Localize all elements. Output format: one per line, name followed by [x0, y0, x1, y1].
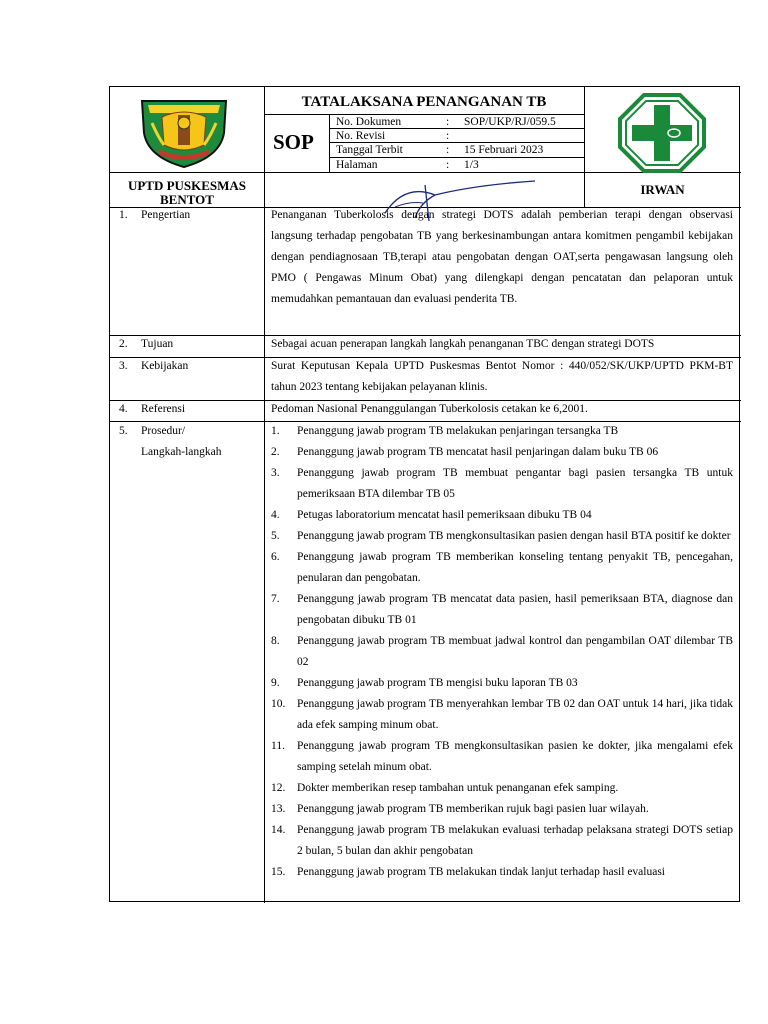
procedure-step-number: 2. — [271, 446, 280, 458]
signer-name: IRWAN — [640, 182, 685, 197]
section-number: 1. — [119, 209, 128, 221]
meta-value-no-dokumen: SOP/UKP/RJ/059.5 — [464, 116, 556, 128]
section-text-pengertian: Penanganan Tuberkolosis dengan strategi DOTS adalah pemberian terapi dengan observasi langsung terhadap pengobatan TB yang berkesinambungan antara komitmen pengambil kebijakan dengan pendiagnosaan TB,terapi atau pengobatan dengan OAT,serta pengawasan langsung oleh PMO ( Pengawas Minum Obat) yang dilengkapi dengan pencatatan dan pelaporan untuk memudahkan pemantauan dan evaluasi penderita TB. — [271, 209, 733, 305]
section-label-referensi: Referensi — [141, 403, 186, 415]
section-label-prosedur-line2: Langkah-langkah — [141, 446, 222, 458]
procedure-step-text: Petugas laboratorium mencatat hasil pemeriksaan dibuku TB 04 — [297, 509, 592, 521]
procedure-step — [271, 631, 733, 673]
procedure-step-number: 10. — [271, 698, 286, 710]
procedure-step — [271, 820, 733, 862]
organization-name — [110, 179, 264, 207]
procedure-step — [271, 442, 733, 463]
procedure-step — [271, 547, 733, 589]
procedure-step-number: 5. — [271, 530, 280, 542]
meta-label-tanggal-terbit: Tanggal Terbit — [336, 144, 403, 156]
procedure-step-text: Penanggung jawab program TB mengisi buku laporan TB 03 — [297, 677, 578, 689]
procedure-step-text: Penanggung jawab program TB menyerahkan lembar TB 02 dan OAT untuk 14 hari, jika tidak ada efek samping minum obat. — [297, 698, 733, 731]
meta-value-halaman: 1/3 — [464, 159, 479, 171]
procedure-step — [271, 505, 733, 526]
procedure-step-text: Penanggung jawab program TB mencatat hasil penjaringan dalam buku TB 06 — [297, 446, 659, 458]
procedure-step-number: 11. — [271, 740, 285, 752]
procedure-step-text: Penanggung jawab program TB melakukan tindak lanjut terhadap hasil evaluasi — [297, 866, 666, 878]
procedure-step — [271, 526, 733, 547]
procedure-step — [271, 673, 733, 694]
organization-name-line1: UPTD PUSKESMAS — [127, 178, 247, 193]
procedure-step — [271, 463, 733, 505]
procedure-step-number: 14. — [271, 824, 286, 836]
procedure-step — [271, 736, 733, 778]
section-text-tujuan: Sebagai acuan penerapan langkah langkah penanganan TBC dengan strategi DOTS — [271, 338, 655, 350]
sop-document — [109, 86, 740, 902]
sop-label: SOP — [273, 130, 314, 154]
section-number: 2. — [119, 338, 128, 350]
procedure-step — [271, 589, 733, 631]
meta-label-no-revisi: No. Revisi — [336, 130, 386, 142]
procedure-step-number: 1. — [271, 425, 280, 437]
procedure-step-text: Penanggung jawab program TB membuat pengantar bagi pasien tersangka TB untuk pemeriksaan BTA dilembar TB 05 — [297, 467, 733, 500]
meta-sep: : — [446, 116, 450, 128]
section-label-pengertian: Pengertian — [141, 209, 191, 221]
procedure-step-number: 3. — [271, 467, 280, 479]
procedure-steps-list — [271, 421, 733, 883]
section-number: 3. — [119, 360, 128, 372]
procedure-step-number: 13. — [271, 803, 286, 815]
procedure-step — [271, 694, 733, 736]
procedure-step-text: Dokter memberikan resep tambahan untuk penanganan efek samping. — [297, 782, 619, 794]
section-text-kebijakan: Surat Keputusan Kepala UPTD Puskesmas Bentot Nomor : 440/052/SK/UKP/UPTD PKM-BT tahun 2023 tentang kebijakan pelayanan klinis. — [271, 360, 733, 393]
regional-coat-of-arms-logo — [138, 93, 230, 169]
procedure-step-text: Penanggung jawab program TB membuat jadwal kontrol dan pengambilan OAT dilembar TB 02 — [297, 635, 733, 668]
section-number: 5. — [119, 425, 128, 437]
procedure-step — [271, 778, 733, 799]
meta-sep: : — [446, 144, 450, 156]
procedure-step-text: Penanggung jawab program TB mengkonsultasikan pasien dengan hasil BTA positif ke dokter — [297, 530, 731, 542]
meta-sep: : — [446, 130, 450, 142]
procedure-step-text: Penanggung jawab program TB mengkonsultasikan pasien ke dokter, jika mengalami efek samping setelah minum obat. — [297, 740, 733, 773]
procedure-step-number: 4. — [271, 509, 280, 521]
procedure-step — [271, 799, 733, 820]
procedure-step-text: Penanggung jawab program TB memberikan rujuk bagi pasien luar wilayah. — [297, 803, 649, 815]
document-title: TATALAKSANA PENANGANAN TB — [301, 94, 547, 110]
section-label-tujuan: Tujuan — [141, 338, 174, 350]
meta-sep: : — [446, 159, 450, 171]
procedure-step-text: Penanggung jawab program TB memberikan konseling tentang penyakit TB, pencegahan, penularan dan pengobatan. — [297, 551, 733, 584]
meta-label-no-dokumen: No. Dokumen — [336, 116, 402, 128]
procedure-step-text: Penanggung jawab program TB melakukan evaluasi terhadap pelaksana strategi DOTS setiap 2 bulan, 5 bulan dan akhir pengobatan — [297, 824, 733, 857]
procedure-step-text: Penanggung jawab program TB mencatat data pasien, hasil pemeriksaan BTA, diagnose dan pengobatan dibuku TB 01 — [297, 593, 733, 626]
meta-value-tanggal-terbit: 15 Februari 2023 — [464, 144, 544, 156]
procedure-step-number: 15. — [271, 866, 286, 878]
procedure-step-number: 9. — [271, 677, 280, 689]
procedure-step-number: 12. — [271, 782, 286, 794]
procedure-step — [271, 862, 733, 883]
kemenkes-cross-logo — [618, 93, 706, 173]
procedure-step — [271, 421, 733, 442]
section-label-prosedur — [141, 421, 221, 463]
procedure-steps — [271, 421, 733, 901]
section-text-referensi: Pedoman Nasional Penanggulangan Tuberkolosis cetakan ke 6,2001. — [271, 403, 588, 415]
organization-name-line2: BENTOT — [160, 192, 214, 207]
procedure-step-number: 6. — [271, 551, 280, 563]
procedure-step-text: Penanggung jawab program TB melakukan penjaringan tersangka TB — [297, 425, 619, 437]
meta-label-halaman: Halaman — [336, 159, 378, 171]
section-label-kebijakan: Kebijakan — [141, 360, 189, 372]
procedure-step-number: 8. — [271, 635, 280, 647]
section-number: 4. — [119, 403, 128, 415]
section-label-prosedur-line1: Prosedur/ — [141, 425, 186, 437]
procedure-step-number: 7. — [271, 593, 280, 605]
